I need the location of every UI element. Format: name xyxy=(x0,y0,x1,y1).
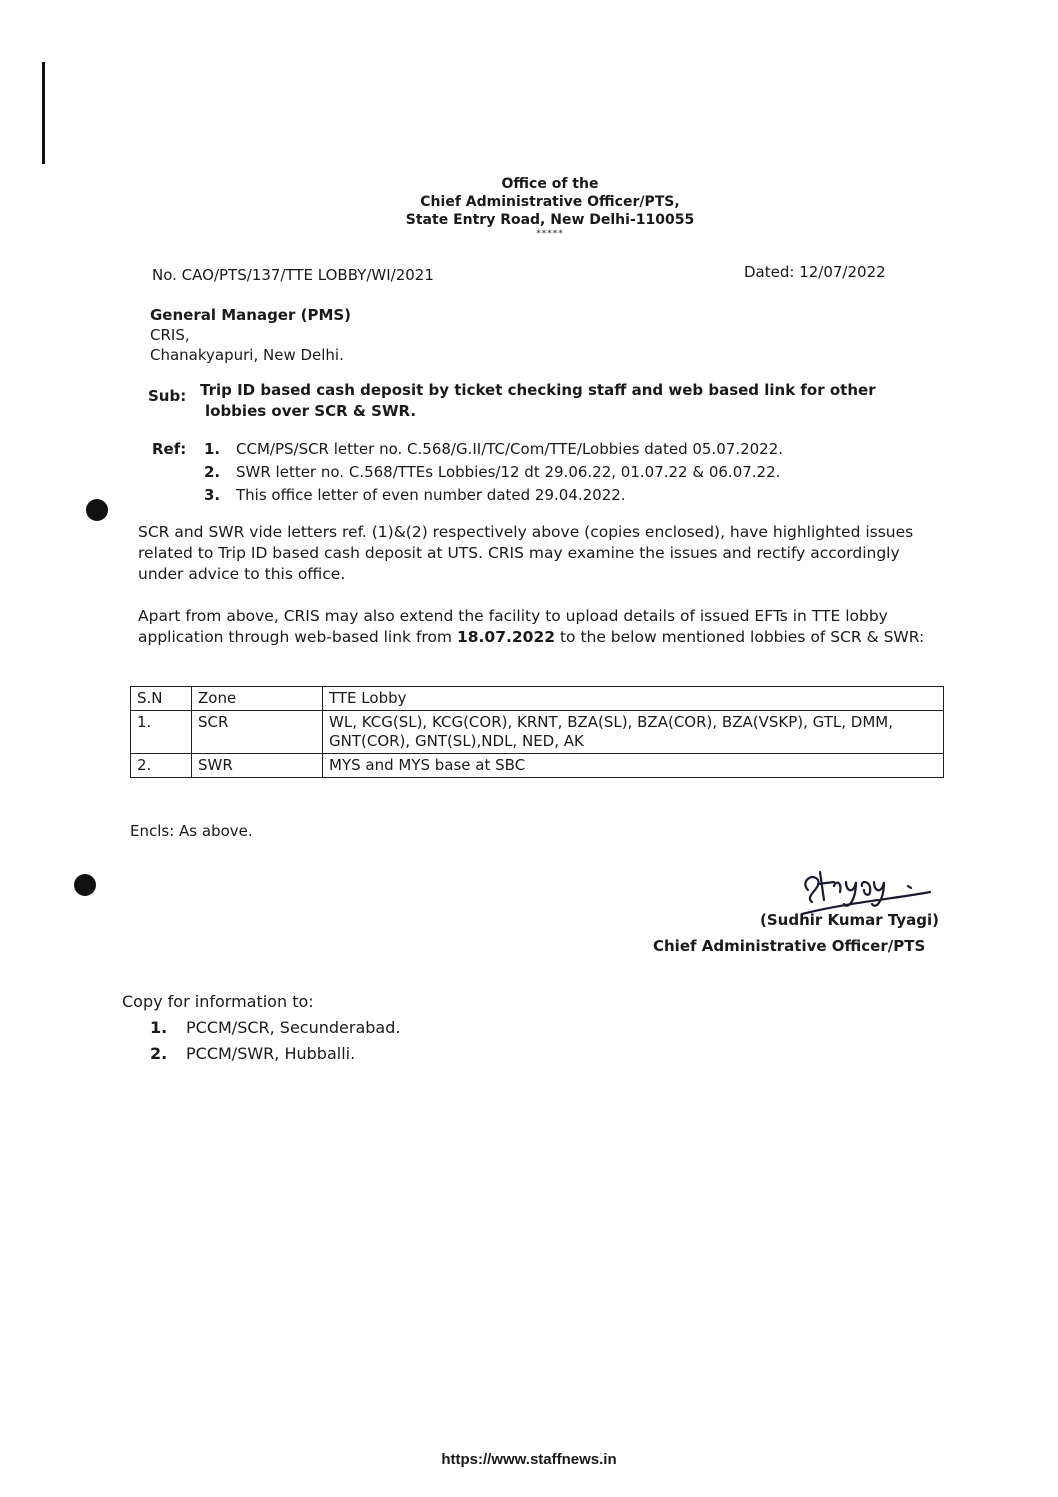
office-header-address: State Entry Road, New Delhi-110055 xyxy=(405,212,695,228)
subject-line1: Trip ID based cash deposit by ticket checking staff and web based link for other xyxy=(200,381,876,399)
table-row xyxy=(131,711,944,754)
table-header-row xyxy=(131,687,944,711)
table-cell-sn: 2. xyxy=(131,754,192,778)
subject-line2: lobbies over SCR & SWR. xyxy=(205,402,417,420)
reference-text: CCM/PS/SCR letter no. C.568/G.II/TC/Com/TTE/Lobbies dated 05.07.2022. xyxy=(236,440,784,458)
subject-label: Sub: xyxy=(148,387,187,405)
signatory-designation: Chief Administrative Officer/PTS xyxy=(653,937,926,955)
table-header-cell: Zone xyxy=(192,687,323,711)
lobby-table xyxy=(130,686,944,778)
reference-list xyxy=(152,438,783,507)
enclosure-note: Encls: As above. xyxy=(130,822,253,840)
office-header-line1: Office of the xyxy=(501,176,599,192)
addressee-line3: Chanakyapuri, New Delhi. xyxy=(150,346,344,364)
table-cell-sn: 1. xyxy=(131,711,192,754)
footer-url: https://www.staffnews.in xyxy=(441,1451,617,1468)
copy-label: Copy for information to: xyxy=(122,992,314,1011)
table-cell-lobby: WL, KCG(SL), KCG(COR), KRNT, BZA(SL), BZA(COR), BZA(VSKP), GTL, DMM, GNT(COR), GNT(SL),NDL, NED, AK xyxy=(323,711,944,754)
table-row xyxy=(131,754,944,778)
table-cell-lobby: MYS and MYS base at SBC xyxy=(323,754,944,778)
body-paragraph-1: SCR and SWR vide letters ref. (1)&(2) respectively above (copies enclosed), have highlighted issues related to Trip ID based cash deposit at UTS. CRIS may examine the issues and rectify accordingly under advice to this office. xyxy=(138,523,914,583)
scan-margin-line xyxy=(42,62,45,164)
letter-number: No. CAO/PTS/137/TTE LOBBY/WI/2021 xyxy=(152,266,434,284)
letter-date: Dated: 12/07/2022 xyxy=(744,263,886,281)
signatory-name: (Sudhir Kumar Tyagi) xyxy=(760,911,940,929)
reference-text: SWR letter no. C.568/TTEs Lobbies/12 dt 29.06.22, 01.07.22 & 06.07.22. xyxy=(236,463,781,481)
reference-text: This office letter of even number dated 29.04.2022. xyxy=(236,486,626,504)
table-header-cell: S.N xyxy=(131,687,192,711)
effective-date: 18.07.2022 xyxy=(456,628,556,646)
reference-item xyxy=(152,484,783,507)
addressee-line1: General Manager (PMS) xyxy=(150,306,352,324)
reference-number: 2. xyxy=(204,463,221,481)
table-cell-zone: SWR xyxy=(192,754,323,778)
office-header-line2: Chief Administrative Officer/PTS, xyxy=(420,194,680,210)
punch-hole-bottom xyxy=(74,874,96,896)
reference-item xyxy=(152,461,783,484)
body-paragraph-2: Apart from above, CRIS may also extend the facility to upload details of issued EFTs in TTE lobby application through web-based link from 18.07.2022 to the below mentioned lobbies of SCR & SWR: xyxy=(138,607,925,646)
reference-item xyxy=(152,438,783,461)
addressee-line2: CRIS, xyxy=(150,326,190,344)
table-header-cell: TTE Lobby xyxy=(323,687,944,711)
reference-label: Ref: xyxy=(152,440,187,458)
reference-number: 3. xyxy=(204,486,221,504)
table-cell-zone: SCR xyxy=(192,711,323,754)
header-stars: ***** xyxy=(536,229,564,239)
copy-item: 2. PCCM/SWR, Hubballi. xyxy=(150,1044,356,1063)
punch-hole-top xyxy=(86,499,108,521)
reference-number: 1. xyxy=(204,440,221,458)
copy-item: 1. PCCM/SCR, Secunderabad. xyxy=(150,1018,401,1037)
